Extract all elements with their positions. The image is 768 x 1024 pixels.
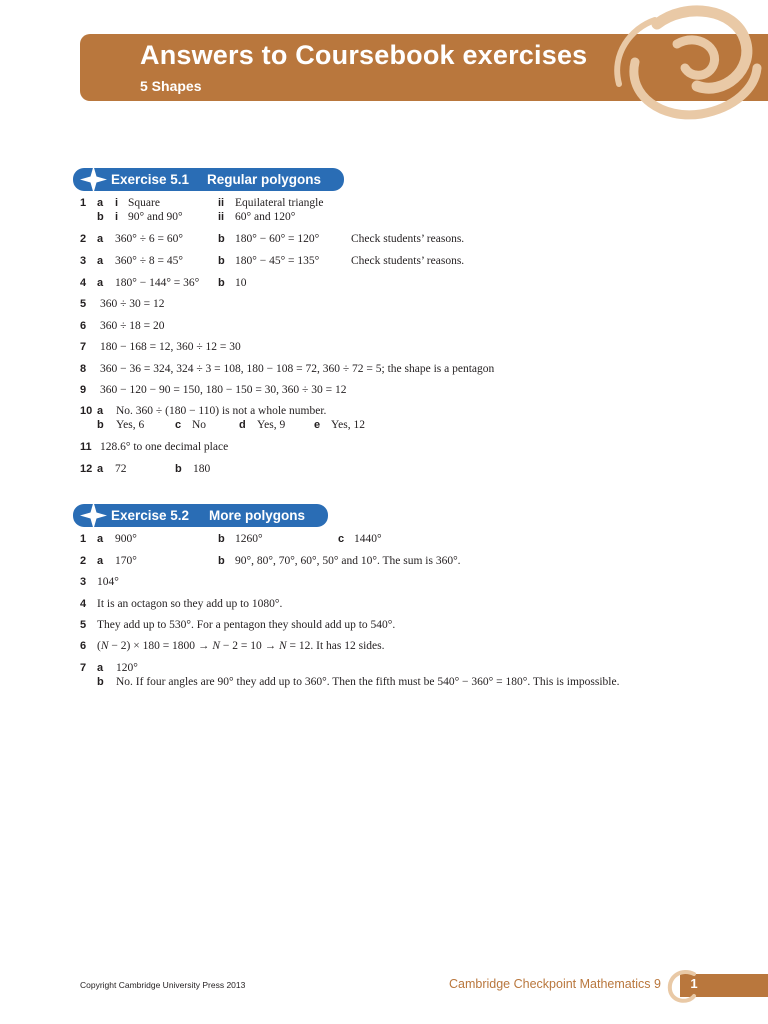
answer-text: 10 xyxy=(235,277,247,289)
text-part: − 2 = 10 → xyxy=(219,640,279,652)
page-number: 1 xyxy=(690,976,698,991)
answer-line xyxy=(0,462,768,476)
answer-line xyxy=(0,575,768,589)
part-label: a xyxy=(97,463,104,475)
star-icon xyxy=(79,165,108,194)
question-number: 3 xyxy=(80,255,87,267)
part-label: a xyxy=(97,555,104,567)
answer-line xyxy=(0,597,768,611)
text-part: − 2) × 180 = 1800 → xyxy=(108,640,213,652)
answer-text: Yes, 9 xyxy=(257,419,286,431)
answer-text: 1440° xyxy=(354,533,382,545)
answer-text xyxy=(97,639,384,653)
copyright-notice: Copyright Cambridge University Press 2013 xyxy=(80,980,246,990)
part-label: a xyxy=(97,533,104,545)
part-label: b xyxy=(97,419,104,431)
answer-line xyxy=(0,196,768,210)
question-number: 12 xyxy=(80,463,93,475)
part-label: c xyxy=(175,419,182,431)
part-label: a xyxy=(97,233,104,245)
answer-line xyxy=(0,675,768,689)
swirl-logo-icon xyxy=(605,4,768,126)
chapter-subtitle: 5 Shapes xyxy=(140,78,202,94)
answer-line xyxy=(0,618,768,632)
question-number: 5 xyxy=(80,619,87,631)
answer-text: Square xyxy=(128,197,160,209)
question-number: 2 xyxy=(80,555,87,567)
answer-text: 60° and 120° xyxy=(235,211,296,223)
answer-line xyxy=(0,383,768,397)
answer-line xyxy=(0,276,768,290)
answer-text: They add up to 530°. For a pentagon they should add up to 540°. xyxy=(97,619,396,631)
part-label: b xyxy=(97,676,104,688)
exercise-title: More polygons xyxy=(209,508,306,523)
text-part: = 12. It has 12 sides. xyxy=(286,640,385,652)
question-number: 3 xyxy=(80,576,87,588)
answer-text: 1260° xyxy=(235,533,263,545)
answer-text: 170° xyxy=(115,555,137,567)
answer-note: Check students’ reasons. xyxy=(351,233,465,245)
answer-note: Check students’ reasons. xyxy=(351,255,465,267)
answer-line xyxy=(0,532,768,546)
question-number: 5 xyxy=(80,298,87,310)
answer-text: 180° − 60° = 120° xyxy=(235,233,320,245)
part-label: a xyxy=(97,197,104,209)
page-title: Answers to Coursebook exercises xyxy=(140,40,588,70)
part-label: b xyxy=(218,277,225,289)
answer-line xyxy=(0,404,768,418)
part-label: i xyxy=(115,211,119,223)
answer-line xyxy=(0,254,768,268)
variable-n: N xyxy=(212,640,220,652)
answer-text: 180° − 45° = 135° xyxy=(235,255,320,267)
question-number: 8 xyxy=(80,363,87,375)
answer-text: Yes, 6 xyxy=(116,419,145,431)
answer-text: No. 360 ÷ (180 − 110) is not a whole number. xyxy=(116,405,327,417)
answer-text: 360° ÷ 8 = 45° xyxy=(115,255,183,267)
variable-n: N xyxy=(278,640,287,652)
part-label: a xyxy=(97,662,104,674)
question-number: 7 xyxy=(80,662,87,674)
answer-text: 120° xyxy=(116,662,138,674)
question-number: 2 xyxy=(80,233,87,245)
part-label: a xyxy=(97,277,104,289)
question-number: 10 xyxy=(80,405,93,417)
exercise-title: Regular polygons xyxy=(207,172,322,187)
part-label: b xyxy=(218,533,225,545)
answer-line xyxy=(0,440,768,454)
answer-text: 180 − 168 = 12, 360 ÷ 12 = 30 xyxy=(100,341,241,353)
answer-line xyxy=(0,554,768,568)
exercise-5-2-header xyxy=(73,504,328,527)
exercise-number: Exercise 5.1 xyxy=(111,172,190,187)
answer-line xyxy=(0,297,768,311)
part-label: a xyxy=(97,255,104,267)
answer-line xyxy=(0,232,768,246)
question-number: 6 xyxy=(80,640,87,652)
part-label: e xyxy=(314,419,321,431)
answer-line xyxy=(0,319,768,333)
answer-line xyxy=(0,661,768,675)
part-label: ii xyxy=(218,197,225,209)
answer-text: 90°, 80°, 70°, 60°, 50° and 10°. The sum is 360°. xyxy=(235,555,461,567)
question-number: 1 xyxy=(80,533,87,545)
answer-text: 360 ÷ 18 = 20 xyxy=(100,320,165,332)
answer-text: 360° ÷ 6 = 60° xyxy=(115,233,183,245)
answer-text: 360 − 120 − 90 = 150, 180 − 150 = 30, 360 ÷ 30 = 12 xyxy=(100,384,347,396)
part-label: a xyxy=(97,405,104,417)
answer-text: 90° and 90° xyxy=(128,211,183,223)
part-label: c xyxy=(338,533,345,545)
part-label: b xyxy=(218,233,225,245)
question-number: 4 xyxy=(80,598,87,610)
question-number: 11 xyxy=(80,441,92,453)
answer-text: 360 − 36 = 324, 324 ÷ 3 = 108, 180 − 108 = 72, 360 ÷ 72 = 5; the shape is a pentagon xyxy=(100,363,495,375)
question-number: 6 xyxy=(80,320,87,332)
question-number: 1 xyxy=(80,197,87,209)
answer-line xyxy=(0,418,768,432)
answer-text: 360 ÷ 30 = 12 xyxy=(100,298,165,310)
part-label: b xyxy=(175,463,182,475)
text-part: ( xyxy=(97,640,101,652)
answer-text: 72 xyxy=(115,463,127,475)
star-icon xyxy=(79,501,108,530)
answer-line xyxy=(0,210,768,224)
answer-text: 180° − 144° = 36° xyxy=(115,277,200,289)
part-label: b xyxy=(97,211,104,223)
answer-text: No xyxy=(192,419,207,431)
part-label: b xyxy=(218,555,225,567)
answer-text: It is an octagon so they add up to 1080°. xyxy=(97,598,283,610)
book-title: Cambridge Checkpoint Mathematics 9 xyxy=(449,977,661,991)
exercise-number: Exercise 5.2 xyxy=(111,508,190,523)
answer-line xyxy=(0,340,768,354)
answer-text: 104° xyxy=(97,576,119,588)
question-number: 9 xyxy=(80,384,87,396)
part-label: ii xyxy=(218,211,225,223)
question-number: 7 xyxy=(80,341,87,353)
variable-n: N xyxy=(100,640,109,652)
answer-line xyxy=(0,362,768,376)
exercise-5-1-header xyxy=(73,168,344,191)
answer-text: Yes, 12 xyxy=(331,419,365,431)
answer-text: 180 xyxy=(193,463,211,475)
part-label: b xyxy=(218,255,225,267)
answer-text: No. If four angles are 90° they add up to 360°. Then the fifth must be 540° − 360° = 180°. This is impossible. xyxy=(116,676,620,688)
answer-text: 128.6° to one decimal place xyxy=(100,441,229,453)
answer-line xyxy=(0,639,768,653)
answer-text: Equilateral triangle xyxy=(235,197,324,209)
part-label: i xyxy=(115,197,119,209)
question-number: 4 xyxy=(80,277,87,289)
answer-text: 900° xyxy=(115,533,137,545)
part-label: d xyxy=(239,419,246,431)
